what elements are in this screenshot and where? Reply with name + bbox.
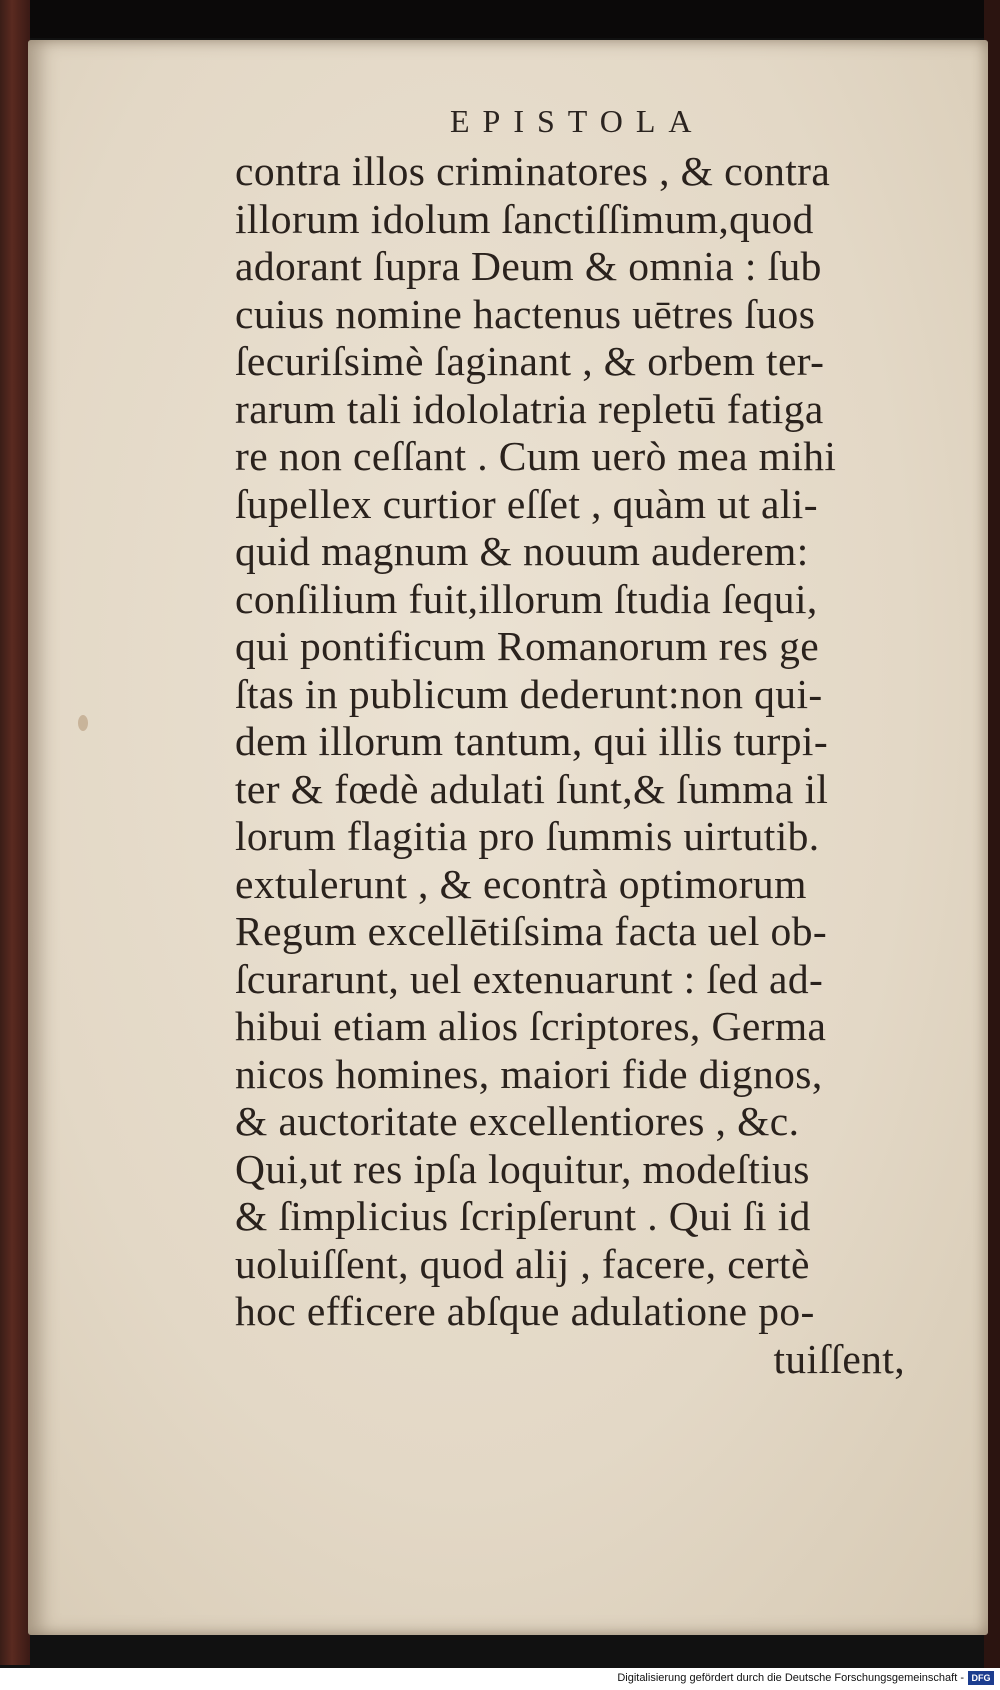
text-line: ſcurarunt, uel extenuarunt : ſed ad-	[235, 955, 824, 1002]
text-line: & auctoritate excellentiores , &c.	[235, 1098, 800, 1144]
text-line: ſupellex curtior eſſet , quàm ut ali-	[235, 480, 818, 527]
text-line: conſilium fuit,illorum ſtudia ſequi,	[235, 575, 818, 622]
text-line: contra illos criminatores , & contra	[235, 148, 831, 194]
catchword: tuiſſent,	[773, 1335, 905, 1382]
running-head: EPISTOLA	[450, 103, 705, 139]
text-line: hoc efficere abſque adulatione po-	[235, 1288, 815, 1334]
text-line: & ſimplicius ſcripſerunt . Qui ſi id	[235, 1193, 811, 1239]
funding-credit: Digitalisierung gefördert durch die Deutsche Forschungsgemeinschaft -	[617, 1672, 964, 1684]
text-line: extulerunt , & econtrà optimorum	[235, 860, 807, 907]
text-line: Qui,ut res ipſa loquitur, modeſtius	[235, 1145, 810, 1192]
text-line: uoluiſſent, quod alij , facere, certè	[235, 1240, 810, 1287]
text-line: adorant ſupra Deum & omnia : ſub	[235, 243, 822, 289]
text-line: re non ceſſant . Cum uerò mea mihi	[235, 433, 837, 479]
text-line: nicos homines, maiori fide dignos,	[235, 1050, 823, 1097]
book-binding	[0, 0, 30, 1665]
dfg-logo: DFG	[968, 1671, 994, 1685]
text-line: qui pontificum Romanorum res ge	[235, 623, 820, 669]
text-line: illorum idolum ſanctiſſimum,quod	[235, 195, 814, 242]
text-line: rarum tali idololatria repletū fatiga	[235, 385, 824, 432]
text-line: ſtas in publicum dederunt:non qui-	[235, 670, 823, 717]
text-line: dem illorum tantum, qui illis turpi-	[235, 718, 829, 764]
text-line: Regum excellētiſsima facta uel ob-	[235, 908, 828, 954]
text-line: hibui etiam alios ſcriptores, Germa	[235, 1003, 827, 1049]
text-line: cuius nomine hactenus uētres ſuos	[235, 290, 816, 337]
text-line: lorum flagitia pro ſummis uirtutib.	[235, 813, 820, 859]
scan-top-border	[0, 0, 1000, 38]
body-text	[235, 148, 935, 1383]
paper-stain	[78, 715, 88, 731]
text-line: ſecuriſsimè ſaginant , & orbem ter-	[235, 338, 825, 384]
text-line: quid magnum & nouum auderem:	[235, 528, 809, 574]
text-line: ter & fœdè adulati ſunt,& ſumma il	[235, 765, 829, 812]
